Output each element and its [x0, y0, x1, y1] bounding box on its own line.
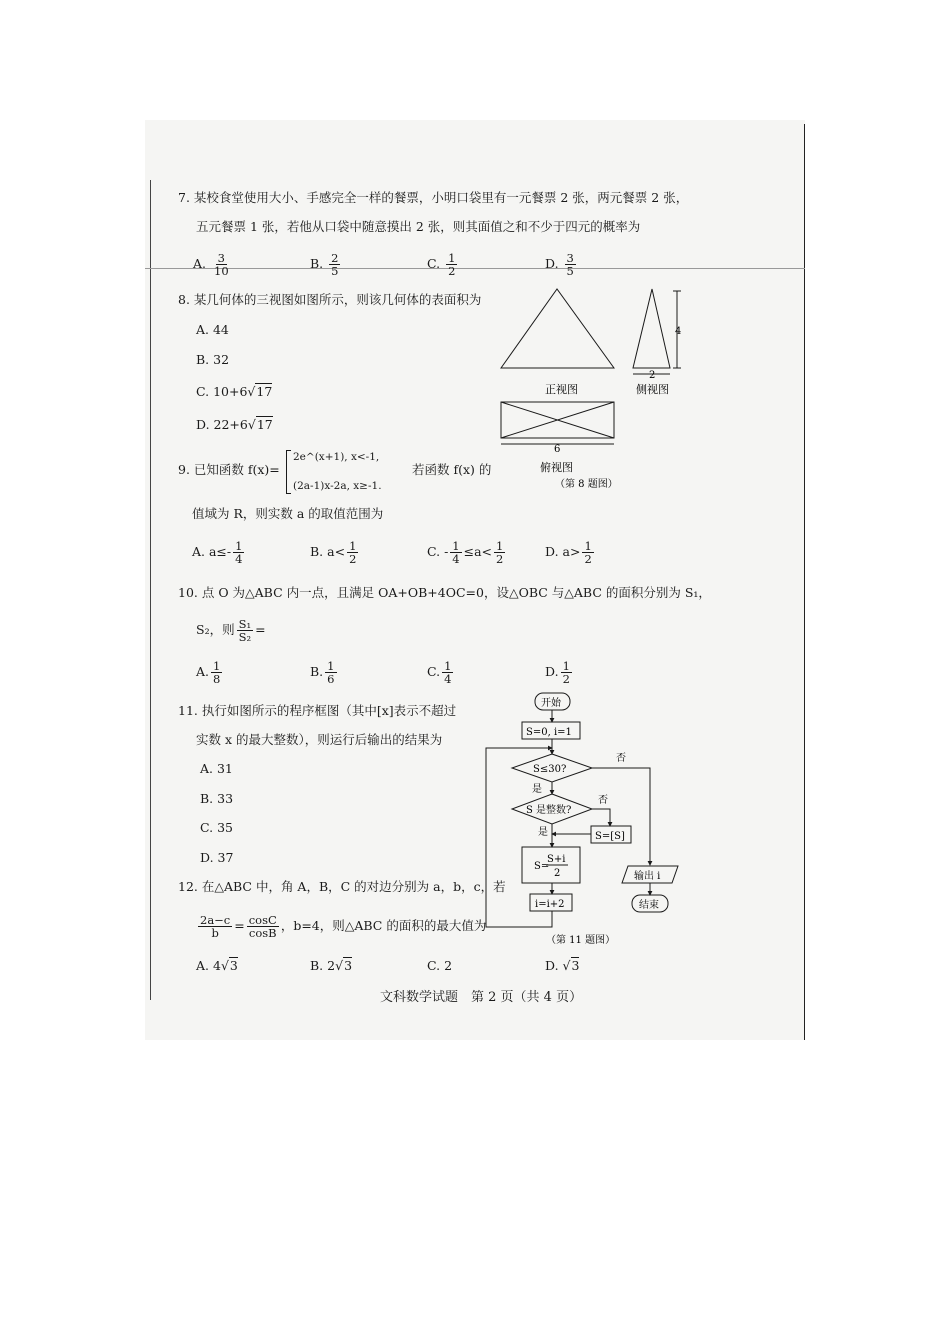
no-branch-line	[592, 768, 650, 865]
q9-stem-post: 若函数 f(x) 的	[412, 462, 492, 477]
q9-option-c[interactable]: C. - $\frac{1}{4}$ ≤a< $\frac{1}{2}$	[427, 539, 504, 566]
side-width-label: 2	[649, 370, 656, 381]
q10-line2: S₂，则 $\frac{\text{S₁}}{\text{S₂}}$ =	[196, 617, 266, 644]
q9-case-2: (2a-1)x-2a, x≥-1.	[293, 480, 382, 492]
fraction: $\frac{1}{4}$	[235, 539, 243, 566]
sqrt-sign: √	[247, 417, 256, 432]
q12-option-d[interactable]: D. √3	[545, 958, 580, 973]
fraction: $\frac{1}{2}$	[562, 659, 570, 686]
output-label: 输出 i	[634, 871, 661, 882]
q9-option-d[interactable]: D. a> $\frac{1}{2}$	[545, 539, 592, 566]
sqrt-sign: √	[247, 384, 256, 399]
q9-case-1: 2e^(x+1), x<-1,	[293, 451, 380, 463]
q8-option-c[interactable]: C. 10+6√17	[196, 384, 273, 399]
fraction: $\frac{3}{10}$	[214, 251, 229, 278]
sqrt-sign: √	[335, 958, 344, 973]
fraction: $\frac{1}{2}$	[496, 539, 504, 566]
top-view-label: 俯视图	[540, 461, 573, 474]
fraction: $\frac{3}{5}$	[566, 251, 574, 278]
q10-line1: 10. 点 O 为△ABC 内一点，且满足 OA+OB+4OC=0，设△OBC 与△ABC 的面积分别为 S₁，	[178, 585, 711, 600]
fraction: $\frac{2}{5}$	[331, 251, 339, 278]
start-label: 开始	[541, 698, 561, 709]
q10-option-c[interactable]: C. $\frac{1}{4}$	[427, 659, 452, 686]
q9-brace	[286, 450, 291, 494]
floor-label: S=[S]	[595, 831, 625, 842]
q11-option-b[interactable]: B. 33	[200, 791, 234, 806]
q12-option-b[interactable]: B. 2√3	[310, 958, 353, 973]
q8-stem: 8. 某几何体的三视图如图所示，则该几何体的表面积为	[178, 292, 482, 307]
left-margin-line	[150, 180, 151, 1000]
fraction: $\frac{1}{4}$	[452, 539, 460, 566]
q7-option-b[interactable]: B. $\frac{2}{5}$	[310, 251, 339, 278]
sqrt-sign: √	[220, 958, 229, 973]
fraction: $\frac{1}{8}$	[213, 659, 221, 686]
fraction: $\frac{1}{4}$	[444, 659, 452, 686]
three-view-figure	[490, 282, 700, 492]
q10-option-d[interactable]: D. $\frac{1}{2}$	[545, 659, 570, 686]
increment-label: i=i+2	[535, 899, 565, 910]
height-label: 4	[675, 326, 682, 337]
q9-option-b[interactable]: B. a< $\frac{1}{2}$	[310, 539, 357, 566]
update-label-pre: S=	[534, 861, 550, 872]
page-footer: 文科数学试题 第 2 页（共 4 页）	[380, 990, 583, 1005]
q7-option-c[interactable]: C. $\frac{1}{2}$	[427, 251, 456, 278]
q7-option-d[interactable]: D. $\frac{3}{5}$	[545, 251, 574, 278]
yes-label-2: 是	[538, 827, 548, 838]
q10-option-a[interactable]: A. $\frac{1}{8}$	[196, 659, 221, 686]
q12-option-a[interactable]: A. 4√3	[196, 958, 238, 973]
q8-option-b[interactable]: B. 32	[196, 352, 230, 367]
fraction: $\frac{\cos C}{\cos B}$	[248, 913, 277, 940]
figure11-caption: （第 11 题图）	[546, 935, 616, 946]
q7-line2: 五元餐票 1 张，若他从口袋中随意摸出 2 张，则其面值之和不少于四元的概率为	[196, 219, 641, 234]
update-label-num: S+i	[547, 854, 566, 865]
front-view-label: 正视图	[545, 383, 578, 396]
no-label-1: 否	[616, 753, 626, 764]
fraction: $\frac{2a-c}{b}$	[200, 913, 231, 940]
right-edge-line	[804, 124, 805, 1040]
scanned-page	[145, 120, 805, 1040]
q11-line2: 实数 x 的最大整数），则运行后输出的结果为	[196, 732, 443, 747]
q7-option-a[interactable]: A. $\frac{3}{10}$	[193, 251, 229, 278]
fraction: $\frac{1}{2}$	[448, 251, 456, 278]
q10-option-b[interactable]: B. $\frac{1}{6}$	[310, 659, 335, 686]
q8-option-a[interactable]: A. 44	[196, 322, 229, 337]
q11-line1: 11. 执行如图所示的程序框图（其中[x]表示不超过	[178, 703, 457, 718]
q11-option-c[interactable]: C. 35	[200, 820, 233, 835]
q12-line1: 12. 在△ABC 中，角 A，B，C 的对边分别为 a，b，c，若	[178, 879, 506, 894]
q11-option-a[interactable]: A. 31	[200, 761, 233, 776]
yes-label-1: 是	[532, 784, 542, 795]
init-label: S=0, i=1	[526, 727, 572, 738]
q8-option-d[interactable]: D. 22+6√17	[196, 417, 273, 432]
q9-line2: 值域为 R，则实数 a 的取值范围为	[192, 506, 384, 521]
fraction: $\frac{1}{2}$	[584, 539, 592, 566]
top-width-label: 6	[554, 444, 561, 455]
flowchart-figure	[480, 690, 690, 950]
condition1-label: S≤30?	[533, 764, 567, 775]
figure8-caption: （第 8 题图）	[555, 479, 618, 490]
side-view-label: 侧视图	[636, 383, 669, 396]
fold-line	[145, 268, 805, 269]
side-view-triangle	[633, 289, 670, 368]
no-label-2: 否	[598, 795, 608, 806]
sqrt-sign: √	[562, 958, 571, 973]
q9-option-a[interactable]: A. a≤- $\frac{1}{4}$	[192, 539, 243, 566]
q11-option-d[interactable]: D. 37	[200, 850, 234, 865]
q12-option-c[interactable]: C. 2	[427, 958, 453, 973]
q7-line1: 7. 某校食堂使用大小、手感完全一样的餐票，小明口袋里有一元餐票 2 张，两元餐票 2 张，	[178, 190, 689, 205]
end-label: 结束	[639, 900, 659, 911]
q9-stem-pre: 9. 已知函数 f(x)=	[178, 462, 280, 477]
q12-line2: $\frac{2a-c}{b}$ = $\frac{\cos C}{\cos B}$ ，b=4，则△ABC 的面积的最大值为	[200, 913, 487, 940]
front-view-triangle	[501, 289, 614, 368]
fraction: $\frac{1}{2}$	[349, 539, 357, 566]
condition2-label: S 是整数?	[526, 805, 572, 816]
update-label-den: 2	[554, 868, 561, 879]
fraction: $\frac{1}{6}$	[327, 659, 335, 686]
fraction: $\frac{\text{S₁}}{\text{S₂}}$	[238, 617, 252, 644]
